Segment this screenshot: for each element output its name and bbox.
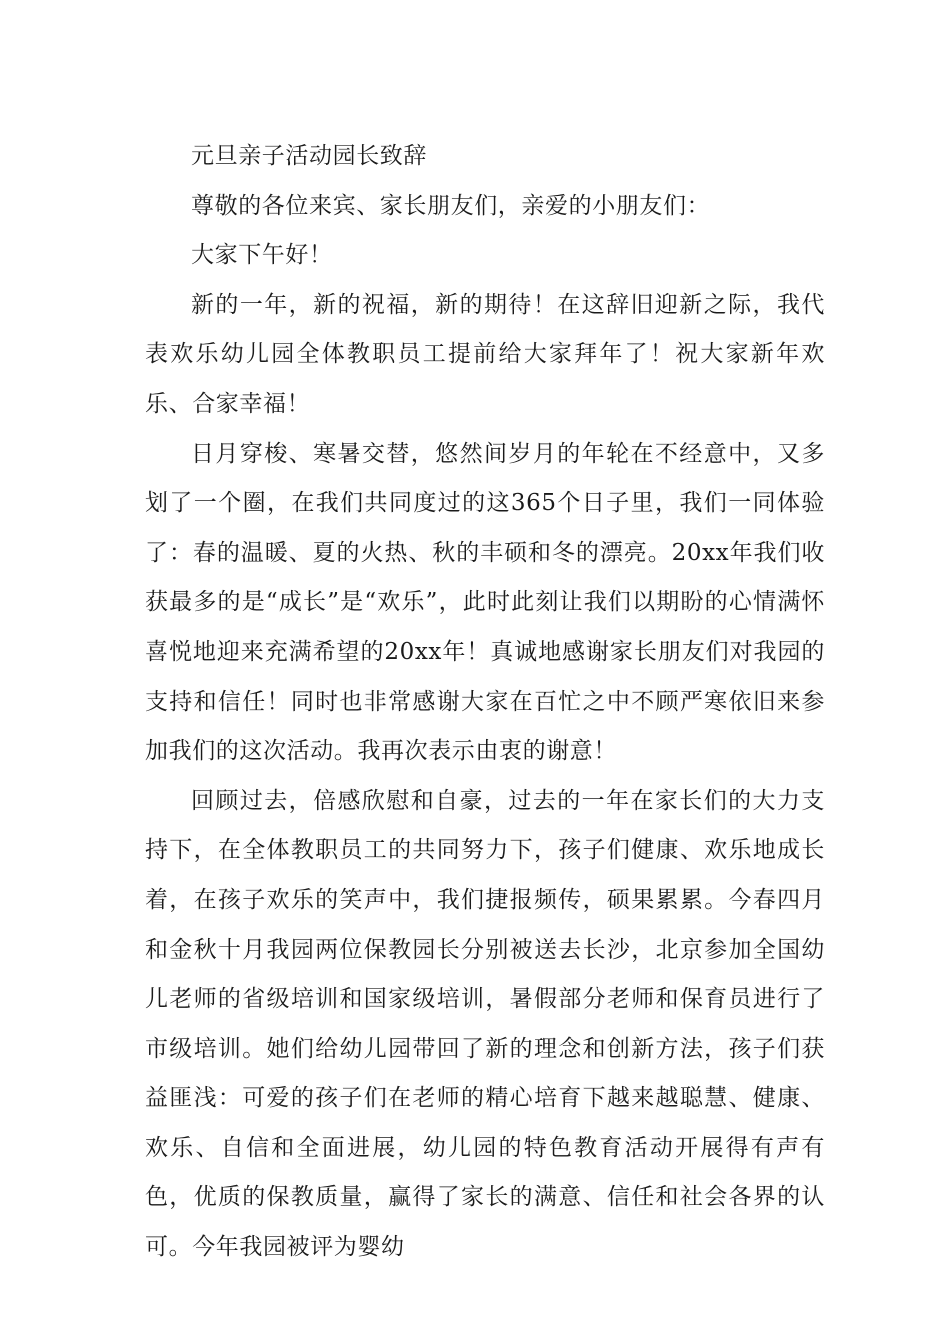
new-year-paragraph: 新的一年，新的祝福，新的期待！在这辞旧迎新之际，我代表欢乐幼儿园全体教职员工提前给大家拜年了！祝大家新年欢乐、合家幸福！ — [145, 291, 825, 417]
achievements-paragraph: 回顾过去，倍感欣慰和自豪，过去的一年在家长们的大力支持下，在全体教职员工的共同努力下，孩子们健康、欢乐地成长着，在孩子欢乐的笑声中，我们捷报频传，硕果累累。今春四月和金秋十月我园两位保教园长分别被送去长沙，北京参加全国幼儿老师的省级培训和国家级培训，暑假部分老师和保育员进行了市级培训。她们给幼儿园带回了新的理念和创新方法，孩子们获益匪浅：可爱的孩子们在老师的精心培育下越来越聪慧、健康、欢乐、自信和全面进展，幼儿园的特色教育活动开展得有声有色，优质的保教质量，赢得了家长的满意、信任和社会各界的认可。今年我园被评为婴幼 — [145, 787, 825, 1261]
document-body — [145, 132, 825, 1273]
greeting-paragraph: 尊敬的各位来宾、家长朋友们，亲爱的小朋友们： — [191, 192, 711, 219]
document-title: 元旦亲子活动园长致辞 — [191, 143, 427, 169]
year-review-paragraph: 日月穿梭、寒暑交替，悠然间岁月的年轮在不经意中，又多划了一个圈，在我们共同度过的这365个日子里，我们一同体验了：春的温暖、夏的火热、秋的丰硕和冬的漂亮。20xx年我们收获最多的是“成长”是“欢乐”，此时此刻让我们以期盼的心情满怀喜悦地迎来充满希望的20xx年！真诚地感谢家长朋友们对我园的支持和信任！同时也非常感谢大家在百忙之中不顾严寒依旧来参加我们的这次活动。我再次表示由衷的谢意！ — [145, 440, 825, 765]
salutation-paragraph: 大家下午好！ — [191, 242, 333, 269]
